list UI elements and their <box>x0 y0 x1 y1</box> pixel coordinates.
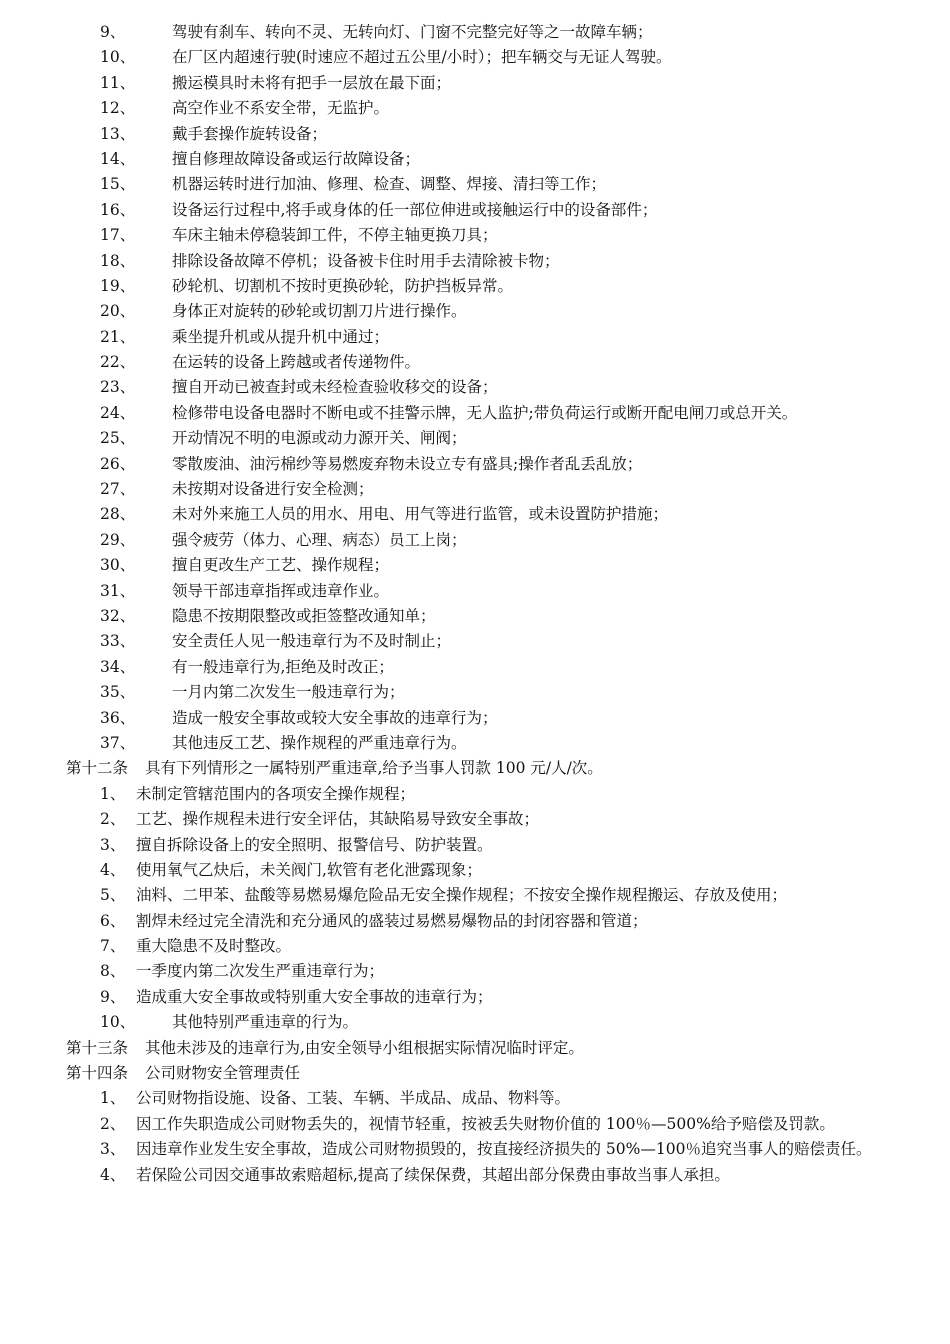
item-number: 1、 <box>100 784 126 803</box>
article-14-heading <box>66 1061 886 1086</box>
item-number: 32、 <box>100 607 136 625</box>
item-number: 30、 <box>100 556 136 575</box>
item-number: 5、 <box>100 886 126 905</box>
item-number: 15、 <box>100 175 136 194</box>
list-item <box>66 959 886 984</box>
item-text: 使用氧气乙炔后，未关阀门,软管有老化泄露现象； <box>136 860 482 879</box>
list-item <box>66 1086 886 1111</box>
item-text: 未对外来施工人员的用水、用电、用气等进行监管，或未设置防护措施； <box>172 505 669 524</box>
item-text: 乘坐提升机或从提升机中通过； <box>172 327 390 346</box>
list-item <box>66 452 886 477</box>
violation-list-part-2 <box>66 426 886 756</box>
item-text: 一季度内第二次发生严重违章行为； <box>136 962 385 981</box>
list-item <box>66 883 884 908</box>
item-number: 2、 <box>100 810 126 829</box>
item-text: 公司财物指设施、设备、工装、车辆、半成品、成品、物料等。 <box>136 1089 571 1108</box>
list-item <box>66 325 886 350</box>
list-item <box>66 629 886 654</box>
list-item <box>66 45 886 70</box>
list-item <box>66 858 886 883</box>
list-item <box>66 655 886 680</box>
document-page <box>66 20 886 1188</box>
item-text: 若保险公司因交通事故索赔超标,提高了续保保费，其超出部分保费由事故当事人承担。 <box>136 1165 730 1184</box>
item-number: 27、 <box>100 480 136 499</box>
item-number: 18、 <box>100 251 136 270</box>
item-text: 一月内第二次发生一般违章行为； <box>172 683 405 702</box>
list-item <box>66 223 886 248</box>
list-item <box>66 680 886 705</box>
item-number: 26、 <box>100 454 136 473</box>
item-number: 16、 <box>100 200 136 219</box>
item-number: 24、 <box>100 403 136 422</box>
article-12-list-part-1 <box>66 782 886 884</box>
item-number: 35、 <box>100 683 136 702</box>
item-number: 21、 <box>100 327 136 346</box>
item-number: 8、 <box>100 962 126 981</box>
item-text: 机器运转时进行加油、修理、检查、调整、焊接、清扫等工作； <box>172 175 607 194</box>
list-item <box>66 20 886 45</box>
item-text: 在运转的设备上跨越或者传递物件。 <box>172 353 421 372</box>
article-label: 第十三条 <box>66 1038 129 1057</box>
list-item <box>66 96 886 121</box>
item-text: 重大隐患不及时整改。 <box>136 937 292 956</box>
article-12-heading <box>66 756 886 781</box>
list-item <box>66 401 884 426</box>
article-label: 第十四条 <box>66 1064 129 1083</box>
item-text: 因工作失职造成公司财物丢失的，视情节轻重，按被丢失财物价值的 100％—500%给予赔偿及罚款。 <box>136 1114 835 1133</box>
list-item <box>66 71 886 96</box>
item-number: 9、 <box>100 23 126 41</box>
item-number: 20、 <box>100 302 136 321</box>
list-item <box>66 731 886 756</box>
list-item <box>66 604 886 629</box>
item-number: 19、 <box>100 276 136 295</box>
article-13-heading <box>66 1036 886 1061</box>
list-item <box>66 122 886 147</box>
item-text: 零散废油、油污棉纱等易燃废弃物未设立专有盛具;操作者乱丢乱放； <box>172 454 643 473</box>
item-number: 10、 <box>100 48 136 67</box>
article-text: 其他未涉及的违章行为,由安全领导小组根据实际情况临时评定。 <box>145 1038 584 1057</box>
item-number: 3、 <box>100 1140 126 1159</box>
item-number: 1、 <box>100 1089 126 1108</box>
item-number: 4、 <box>100 1165 126 1184</box>
item-number: 31、 <box>100 581 136 600</box>
item-text: 身体正对旋转的砂轮或切割刀片进行操作。 <box>172 302 467 321</box>
item-text: 驾驶有刹车、转向不灵、无转向灯、门窗不完整完好等之一故障车辆； <box>172 23 653 41</box>
article-text: 公司财物安全管理责任 <box>145 1064 301 1083</box>
item-text: 设备运行过程中,将手或身体的任一部位伸进或接触运行中的设备部件； <box>172 200 658 219</box>
list-item <box>66 528 886 553</box>
list-item <box>66 249 886 274</box>
list-item <box>66 553 886 578</box>
list-item <box>66 172 886 197</box>
item-number: 36、 <box>100 708 136 727</box>
item-text: 排除设备故障不停机；设备被卡住时用手去清除被卡物； <box>172 251 560 270</box>
item-number: 11、 <box>100 73 136 92</box>
item-number: 23、 <box>100 378 136 397</box>
item-number: 34、 <box>100 657 136 676</box>
item-text: 未按期对设备进行安全检测； <box>172 480 374 499</box>
item-text: 高空作业不系安全带，无监护。 <box>172 99 390 118</box>
item-text: 其他违反工艺、操作规程的严重违章行为。 <box>172 733 467 752</box>
list-item <box>66 1137 884 1162</box>
article-label: 第十二条 <box>66 759 129 778</box>
list-item <box>66 782 886 807</box>
item-number: 37、 <box>100 733 136 752</box>
list-item <box>66 147 886 172</box>
item-text: 开动情况不明的电源或动力源开关、闸阀； <box>172 429 467 448</box>
item-number: 29、 <box>100 530 136 549</box>
item-number: 17、 <box>100 226 136 245</box>
list-item <box>66 807 886 832</box>
item-text: 在厂区内超速行驶(时速应不超过五公里/小时）；把车辆交与无证人驾驶。 <box>172 48 672 67</box>
item-number: 2、 <box>100 1114 126 1133</box>
item-text: 检修带电设备电器时不断电或不挂警示牌，无人监护;带负荷运行或断开配电闸刀或总开关。 <box>172 403 798 422</box>
item-number: 4、 <box>100 860 126 879</box>
item-text: 领导干部违章指挥或违章作业。 <box>172 581 390 600</box>
item-text: 造成重大安全事故或特别重大安全事故的违章行为； <box>136 987 493 1006</box>
list-item <box>66 274 886 299</box>
item-number: 12、 <box>100 99 136 118</box>
item-text: 擅自开动已被查封或未经检查验收移交的设备； <box>172 378 498 397</box>
list-item <box>66 299 886 324</box>
item-text: 擅自修理故障设备或运行故障设备； <box>172 149 421 168</box>
list-item <box>66 1112 884 1137</box>
item-number: 33、 <box>100 632 136 651</box>
list-item <box>66 833 886 858</box>
item-number: 13、 <box>100 124 136 143</box>
item-text: 油料、二甲苯、盐酸等易燃易爆危险品无安全操作规程；不按安全操作规程搬运、存放及使用； <box>136 886 788 905</box>
item-number: 3、 <box>100 835 126 854</box>
item-text: 割焊未经过完全清洗和充分通风的盛装过易燃易爆物品的封闭容器和管道； <box>136 911 648 930</box>
item-number: 6、 <box>100 911 126 930</box>
list-item <box>66 502 886 527</box>
item-number: 9、 <box>100 987 126 1006</box>
item-text: 擅自拆除设备上的安全照明、报警信号、防护装置。 <box>136 835 493 854</box>
list-item <box>66 909 886 934</box>
item-text: 有一般违章行为,拒绝及时改正； <box>172 657 394 676</box>
item-text: 擅自更改生产工艺、操作规程； <box>172 556 390 575</box>
item-text: 砂轮机、切割机不按时更换砂轮，防护挡板异常。 <box>172 276 514 295</box>
item-text: 强令疲劳（体力、心理、病态）员工上岗； <box>172 530 467 549</box>
violation-list-part-1 <box>66 20 886 401</box>
list-item <box>66 198 886 223</box>
item-number: 25、 <box>100 429 136 448</box>
list-item <box>66 426 886 451</box>
list-item <box>66 985 886 1010</box>
item-text: 戴手套操作旋转设备； <box>172 124 328 143</box>
item-number: 14、 <box>100 149 136 168</box>
list-item <box>66 1163 886 1188</box>
item-text: 搬运模具时未将有把手一层放在最下面； <box>172 73 452 92</box>
item-text: 隐患不按期限整改或拒签整改通知单； <box>172 607 436 625</box>
item-text: 其他特别严重违章的行为。 <box>172 1013 359 1032</box>
item-number: 7、 <box>100 937 126 956</box>
list-item <box>66 706 886 731</box>
item-text: 安全责任人见一般违章行为不及时制止； <box>172 632 452 651</box>
item-number: 10、 <box>100 1013 136 1032</box>
list-item <box>66 477 886 502</box>
item-text: 造成一般安全事故或较大安全事故的违章行为； <box>172 708 498 727</box>
list-item <box>66 579 886 604</box>
item-number: 28、 <box>100 505 136 524</box>
item-text: 车床主轴未停稳装卸工件，不停主轴更换刀具； <box>172 226 498 245</box>
item-text: 因违章作业发生安全事故，造成公司财物损毁的，按直接经济损失的 50%—100％追究当事人的赔偿责任。 <box>136 1140 872 1159</box>
article-text: 具有下列情形之一属特别严重违章,给予当事人罚款 100 元/人/次。 <box>145 759 603 778</box>
article-12-list-part-2 <box>66 909 886 1011</box>
list-item <box>66 1010 886 1035</box>
item-number: 22、 <box>100 353 136 372</box>
list-item <box>66 350 886 375</box>
item-text: 未制定管辖范围内的各项安全操作规程； <box>136 784 416 803</box>
item-text: 工艺、操作规程未进行安全评估，其缺陷易导致安全事故； <box>136 810 540 829</box>
list-item <box>66 934 886 959</box>
list-item <box>66 375 886 400</box>
